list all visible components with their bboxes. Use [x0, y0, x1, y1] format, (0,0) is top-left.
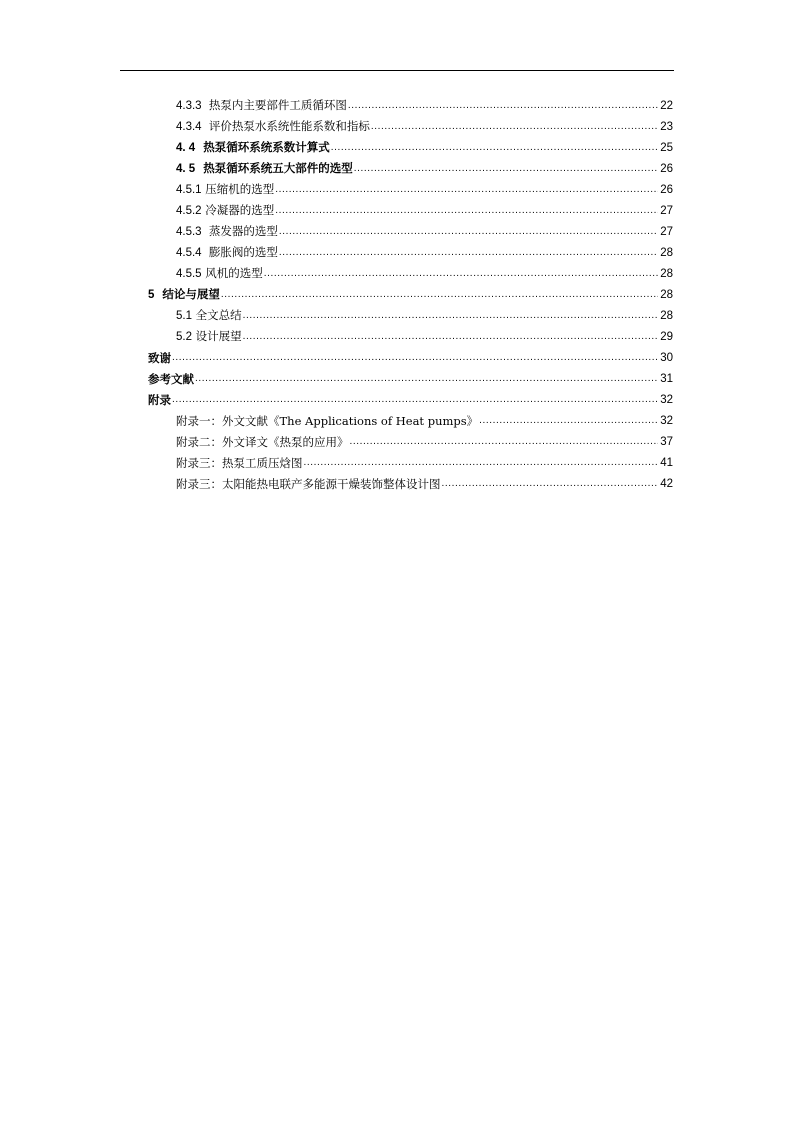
toc-page-number: 28: [660, 247, 673, 259]
toc-entry-title: 压缩机的选型: [205, 182, 275, 196]
toc-entry[interactable]: [148, 369, 673, 389]
toc-entry-title: 设计展望: [195, 329, 242, 343]
toc-page-number: 28: [660, 310, 673, 322]
toc-entry[interactable]: [176, 180, 673, 200]
toc-entry-label: [176, 221, 279, 242]
leader-dots: [275, 201, 658, 221]
toc-entry-number: 4. 5: [176, 163, 196, 175]
toc-entry-label: [176, 263, 264, 284]
toc-entry-title: 蒸发器的选型: [208, 224, 278, 238]
toc-entry-label: [176, 116, 371, 137]
toc-entry[interactable]: [148, 285, 673, 305]
toc-entry-number: 4.3.3: [176, 100, 202, 112]
toc-entry-title: 附录三：热泵工质压焓图: [176, 456, 303, 470]
toc-entry[interactable]: [176, 201, 673, 221]
toc-entry[interactable]: [176, 159, 673, 179]
toc-entry-number: 4.5.1: [176, 184, 202, 196]
leader-dots: [371, 117, 658, 137]
toc-entry-title: 附录二：外文译文《热泵的应用》: [176, 435, 349, 449]
toc-page-number: 28: [660, 289, 673, 301]
toc-entry[interactable]: [176, 474, 673, 494]
toc-entry-number: 4.5.2: [176, 205, 202, 217]
toc-entry-title: 全文总结: [195, 308, 242, 322]
toc-entry-number: 5.1: [176, 310, 192, 322]
toc-page-number: 30: [660, 352, 673, 364]
toc-entry-title: 膨胀阀的选型: [208, 245, 278, 259]
toc-entry-title: 附录一：外文文献《The Applications of Heat pumps》: [176, 414, 479, 428]
toc-entry[interactable]: [176, 453, 673, 473]
toc-entry-label: [176, 242, 279, 263]
toc-entry-title: 风机的选型: [205, 266, 263, 280]
leader-dots: [221, 285, 658, 305]
toc-entry-label: [176, 137, 331, 158]
toc-entry-label: [176, 326, 243, 347]
toc-entry[interactable]: [176, 117, 673, 137]
toc-page-number: 28: [660, 268, 673, 280]
toc-entry-label: [176, 179, 275, 200]
leader-dots: [350, 432, 659, 452]
toc-entry-number: 5: [148, 289, 155, 301]
toc-page-number: 31: [660, 373, 673, 385]
toc-entry[interactable]: [176, 306, 673, 326]
toc-entry-title: 致谢: [148, 351, 171, 365]
header-rule: [120, 70, 674, 71]
toc-entry-title: 热泵循环系统五大部件的选型: [203, 161, 353, 175]
toc-entry-title: 附录: [148, 393, 171, 407]
toc-page-number: 32: [660, 394, 673, 406]
toc-page-number: 32: [660, 415, 673, 427]
toc-entry-label: [176, 95, 348, 116]
toc-page-number: 26: [660, 184, 673, 196]
toc-entry-title: 冷凝器的选型: [205, 203, 275, 217]
toc-entry-number: 4.5.4: [176, 247, 202, 259]
toc-page-number: 27: [660, 205, 673, 217]
toc-entry-label: [176, 305, 243, 326]
toc-page-number: 26: [660, 163, 673, 175]
toc-entry-number: 4.5.5: [176, 268, 202, 280]
toc-entry[interactable]: [148, 348, 673, 368]
toc-page-number: 27: [660, 226, 673, 238]
toc-page-number: 22: [660, 100, 673, 112]
leader-dots: [275, 180, 658, 200]
leader-dots: [243, 327, 659, 347]
toc-entry[interactable]: [176, 138, 673, 158]
toc-entry[interactable]: [176, 222, 673, 242]
leader-dots: [279, 243, 658, 263]
toc-entry[interactable]: [176, 264, 673, 284]
toc-entry[interactable]: [176, 327, 673, 347]
leader-dots: [442, 474, 659, 494]
toc-entry[interactable]: [176, 243, 673, 263]
toc-entry[interactable]: [176, 411, 673, 431]
leader-dots: [172, 348, 658, 368]
toc-page-number: 29: [660, 331, 673, 343]
leader-dots: [479, 411, 658, 431]
toc-entry-number: 4.3.4: [176, 121, 202, 133]
leader-dots: [264, 264, 658, 284]
toc-entry-number: 5.2: [176, 331, 192, 343]
leader-dots: [243, 306, 659, 326]
toc-page-number: 25: [660, 142, 673, 154]
toc-entry-title: 评价热泵水系统性能系数和指标: [208, 119, 370, 133]
leader-dots: [354, 159, 659, 179]
toc-entry-title: 结论与展望: [162, 287, 220, 301]
toc-entry-title: 参考文献: [148, 372, 194, 386]
toc-page-number: 37: [660, 436, 673, 448]
leader-dots: [195, 369, 658, 389]
toc-entry-label: [176, 200, 275, 221]
toc-entry-title: 热泵循环系统系数计算式: [203, 140, 330, 154]
toc-entry-label: [176, 158, 354, 179]
toc-entry[interactable]: [176, 432, 673, 452]
toc-page-number: 42: [660, 478, 673, 490]
toc-page-number: 41: [660, 457, 673, 469]
toc-entry-number: 4.5.3: [176, 226, 202, 238]
toc-entry-number: 4. 4: [176, 142, 196, 154]
toc-page-number: 23: [660, 121, 673, 133]
leader-dots: [348, 96, 658, 116]
leader-dots: [304, 453, 659, 473]
leader-dots: [331, 138, 659, 158]
toc-entry-title: 热泵内主要部件工质循环图: [208, 98, 347, 112]
leader-dots: [172, 390, 658, 410]
toc-entry[interactable]: [148, 390, 673, 410]
toc-entry[interactable]: [176, 96, 673, 116]
toc-entry-label: [148, 284, 221, 305]
leader-dots: [279, 222, 658, 242]
toc-entry-title: 附录三：太阳能热电联产多能源干燥装饰整体设计图: [176, 477, 441, 491]
